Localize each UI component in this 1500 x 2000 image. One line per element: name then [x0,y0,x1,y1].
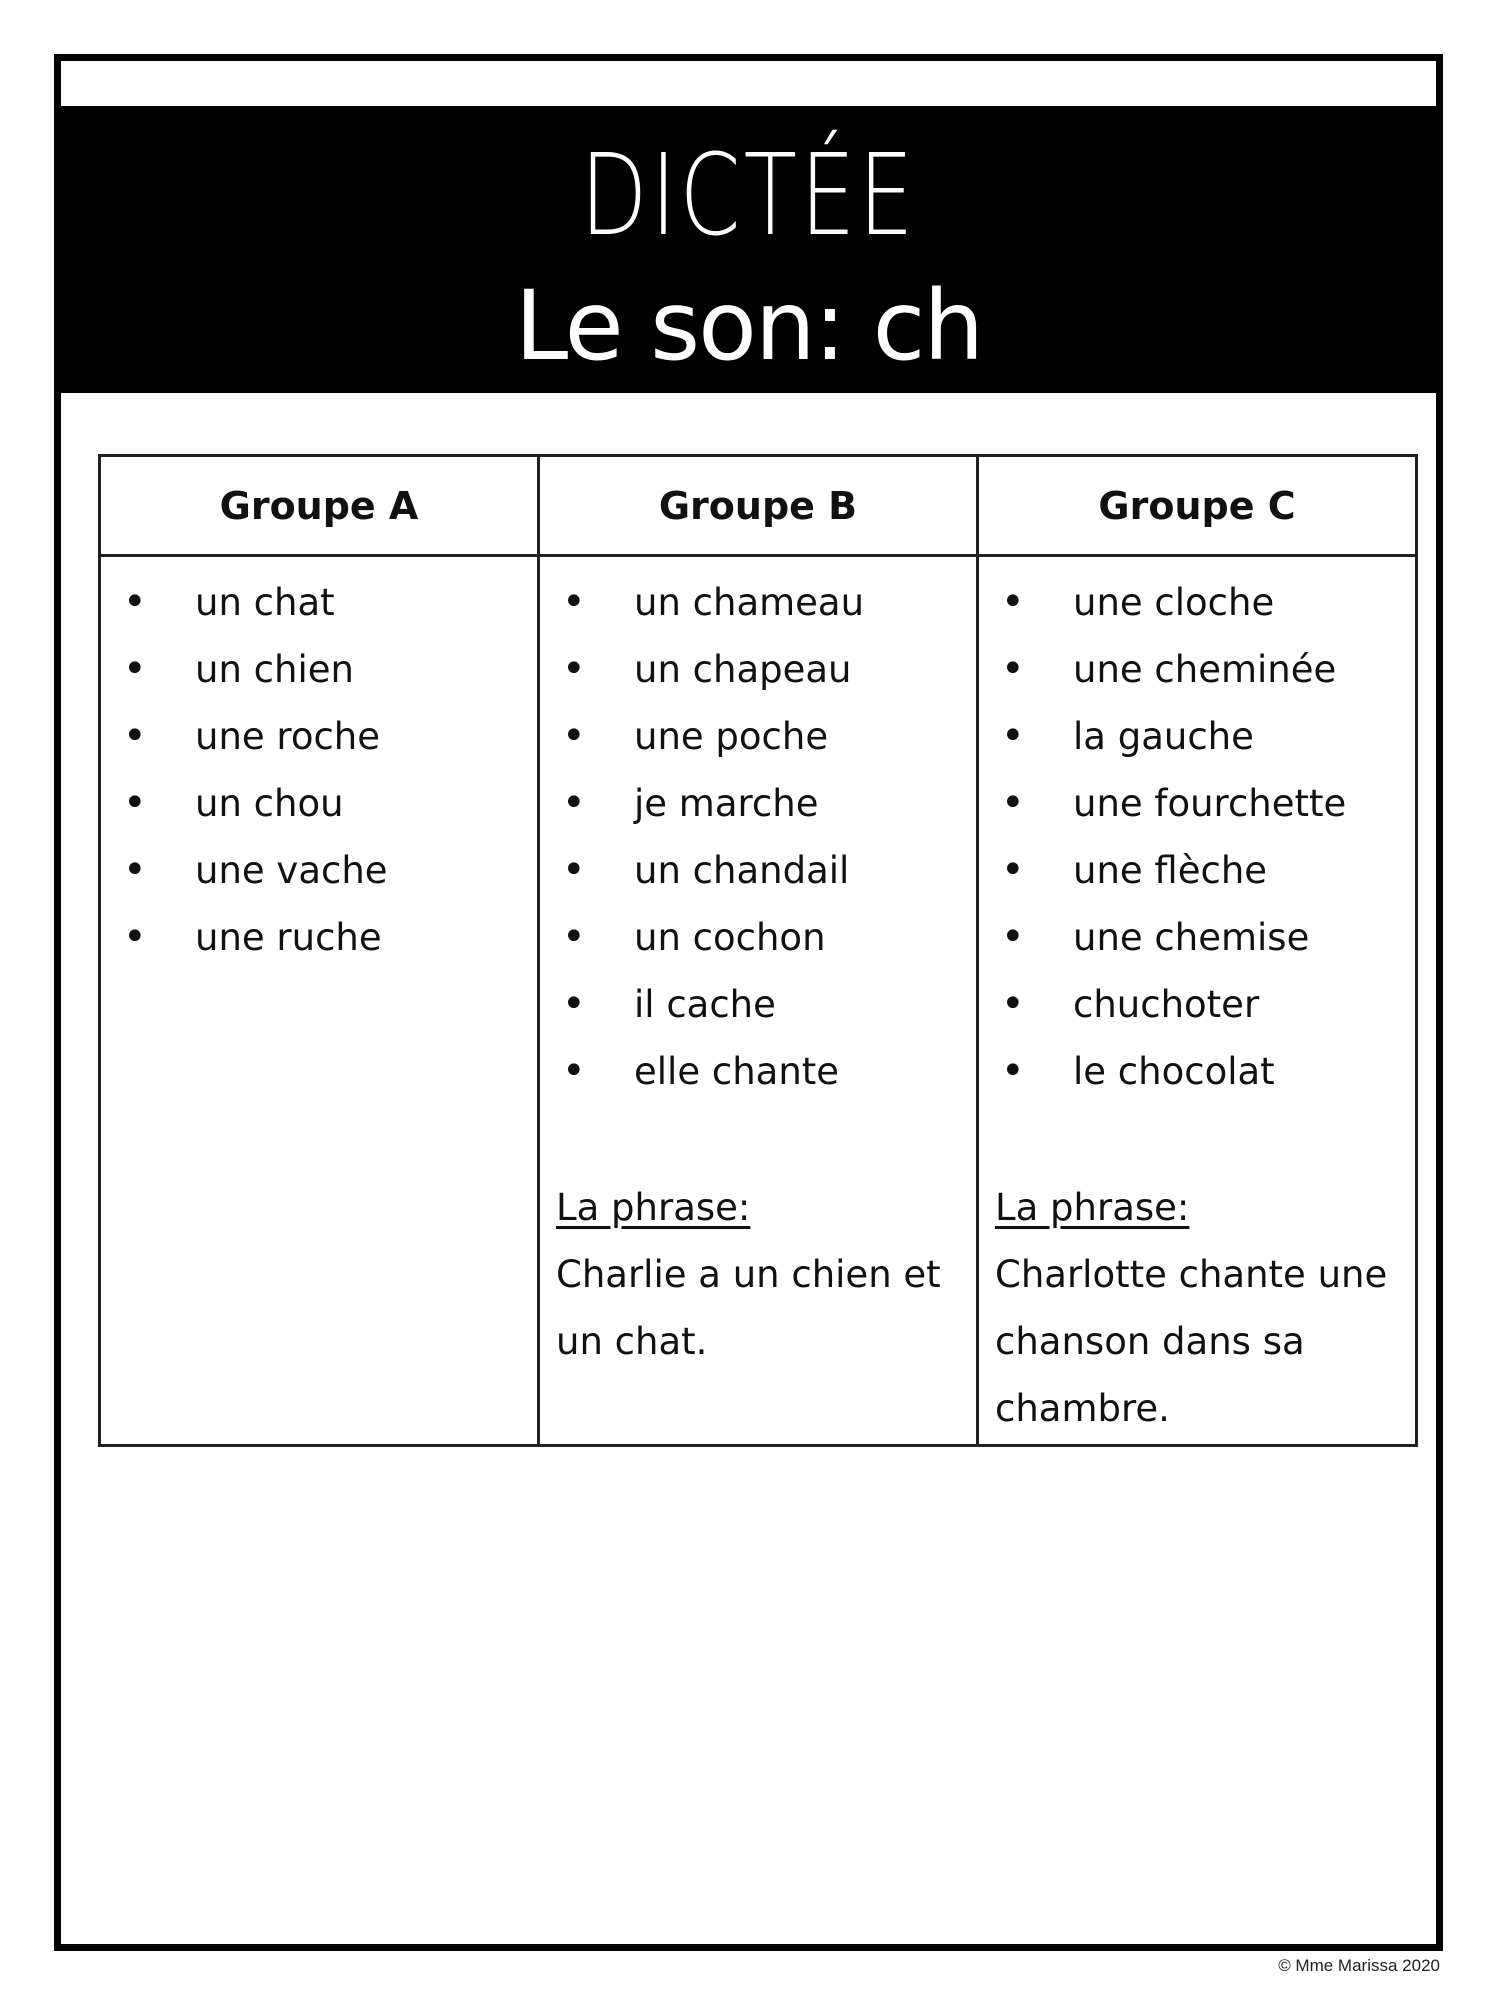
bullet-icon: • [562,646,586,692]
word-item: • un chien [117,636,521,703]
word-item: • la gauche [995,703,1399,770]
bullet-icon: • [562,847,586,893]
phrase-line: chambre. [995,1387,1170,1430]
word-item: • je marche [556,770,960,837]
groupe-a-word-list [117,569,521,971]
bullet-icon: • [123,713,147,759]
word-item: • un chameau [556,569,960,636]
bullet-icon: • [1001,646,1025,692]
phrase-line: chanson dans sa [995,1320,1305,1363]
bullet-icon: • [1001,579,1025,625]
groupe-c-word-list [995,569,1399,1105]
page-title: DICTÉE [580,131,917,261]
bullet-icon: • [123,914,147,960]
phrase-label: La phrase: [556,1186,751,1229]
bullet-icon: • [123,579,147,625]
word-item: • chuchoter [995,971,1399,1038]
bullet-icon: • [562,713,586,759]
column-heading-groupe-a: Groupe A [100,456,539,556]
word-item: • un chandail [556,837,960,904]
word-item: • une chemise [995,904,1399,971]
groupe-b-word-list [556,569,960,1105]
bullet-icon: • [123,847,147,893]
dictee-table [98,454,1418,1447]
bullet-icon: • [562,914,586,960]
word-item: • il cache [556,971,960,1038]
bullet-icon: • [1001,713,1025,759]
column-heading-groupe-b: Groupe B [539,456,978,556]
word-item: • un chou [117,770,521,837]
groupe-c-phrase [995,1174,1399,1442]
title-banner [54,106,1443,393]
bullet-icon: • [1001,981,1025,1027]
column-heading-groupe-c: Groupe C [978,456,1417,556]
word-item: • une cheminée [995,636,1399,703]
bullet-icon: • [562,780,586,826]
word-item: • une cloche [995,569,1399,636]
word-item: • une fourchette [995,770,1399,837]
word-item: • une vache [117,837,521,904]
word-item: • une poche [556,703,960,770]
word-item: • un cochon [556,904,960,971]
bullet-icon: • [1001,1048,1025,1094]
word-item: • un chat [117,569,521,636]
word-item: • le chocolat [995,1038,1399,1105]
word-item: • une roche [117,703,521,770]
page-subtitle: Le son: ch [514,270,983,382]
word-item: • elle chante [556,1038,960,1105]
bullet-icon: • [123,646,147,692]
phrase-line: Charlie a un chien et [556,1253,941,1296]
word-item: • une ruche [117,904,521,971]
bullet-icon: • [1001,914,1025,960]
copyright-notice: © Mme Marissa 2020 [1278,1956,1440,1975]
bullet-icon: • [1001,780,1025,826]
word-item: • un chapeau [556,636,960,703]
groupe-c-cell [978,556,1417,1446]
groupe-b-cell [539,556,978,1446]
bullet-icon: • [562,981,586,1027]
phrase-line: un chat. [556,1320,708,1363]
phrase-line: Charlotte chante une [995,1253,1388,1296]
bullet-icon: • [562,1048,586,1094]
bullet-icon: • [123,780,147,826]
groupe-a-cell [100,556,539,1446]
groupe-b-phrase [556,1174,960,1375]
bullet-icon: • [562,579,586,625]
phrase-label: La phrase: [995,1186,1190,1229]
table-body-row [100,556,1417,1446]
word-item: • une flèche [995,837,1399,904]
bullet-icon: • [1001,847,1025,893]
table-header-row [100,456,1417,556]
